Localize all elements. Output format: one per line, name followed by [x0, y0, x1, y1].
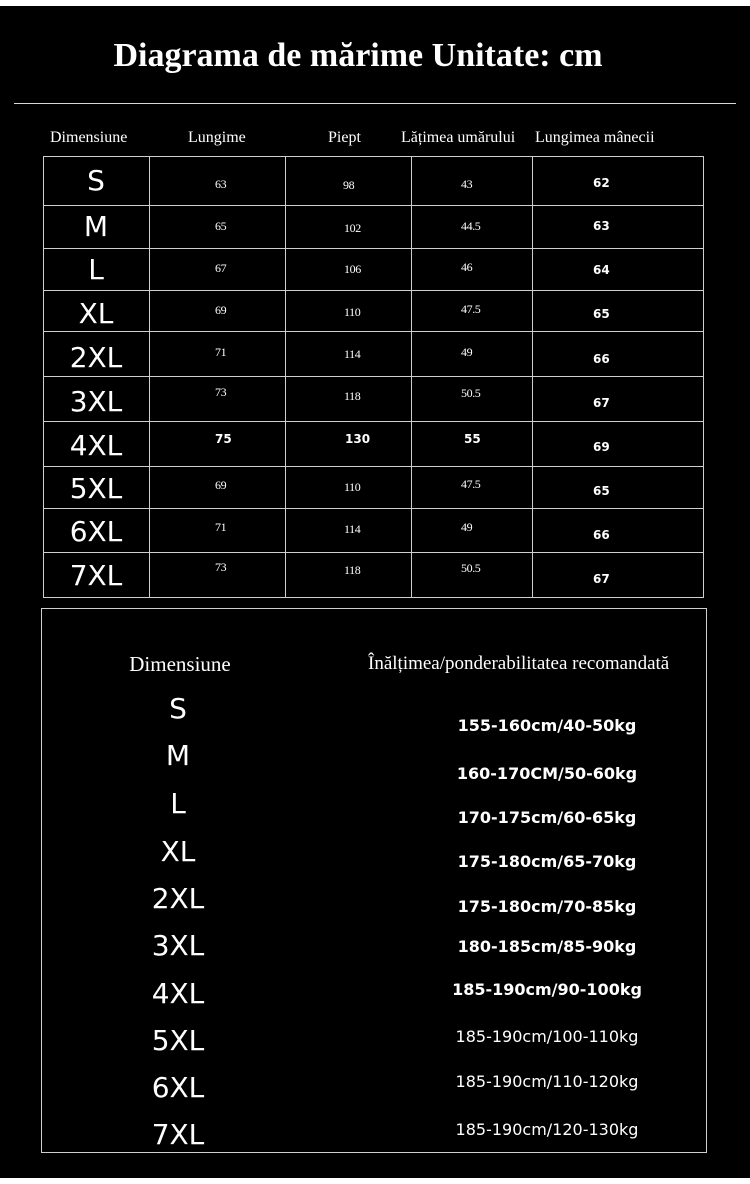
recommendation-size: 5XL	[151, 1024, 205, 1057]
table-cell-sleeve: 64	[593, 263, 610, 277]
table-cell-chest: 98	[343, 178, 355, 192]
title-divider	[14, 103, 736, 104]
table-border	[411, 156, 412, 598]
table-border	[43, 205, 704, 206]
page-title: Diagrama de mărime Unitate: cm	[113, 37, 603, 74]
size-table	[43, 156, 704, 598]
table-cell-shoulder: 50.5	[461, 561, 481, 575]
table-cell-chest: 110	[344, 305, 361, 319]
table-cell-sleeve: 69	[593, 440, 610, 454]
table-cell-shoulder: 49	[461, 345, 473, 359]
table-cell-length: 71	[215, 345, 227, 359]
table-border	[43, 156, 704, 157]
recommendation-height-weight: 175-180cm/65-70kg	[457, 852, 637, 871]
table-border	[285, 156, 286, 598]
recommendation-panel	[41, 608, 707, 1153]
table-cell-sleeve: 67	[593, 572, 610, 586]
table-cell-chest: 118	[344, 389, 361, 403]
recommendation-size: 6XL	[151, 1071, 205, 1104]
table-cell-chest: 130	[345, 432, 371, 446]
recommendation-size: 3XL	[151, 929, 205, 962]
recommendation-size: M	[165, 739, 191, 772]
table-border	[43, 466, 704, 467]
table-cell-shoulder: 55	[464, 432, 481, 446]
table-cell-chest: 110	[344, 480, 361, 494]
recommendation-height-weight: 185-190cm/100-110kg	[455, 1027, 639, 1046]
table-cell-size: 3XL	[69, 385, 123, 418]
table-border	[43, 248, 704, 249]
header-chest: Piept	[328, 129, 361, 146]
table-cell-length: 69	[215, 478, 227, 492]
header-shoulder: Lățimea umărului	[401, 129, 516, 146]
table-cell-size: 7XL	[69, 559, 123, 592]
table-cell-size: L	[88, 253, 104, 286]
header-length: Lungime	[188, 129, 246, 146]
table-cell-shoulder: 44.5	[461, 219, 481, 233]
table-cell-chest: 102	[344, 221, 361, 235]
table-cell-sleeve: 66	[593, 528, 610, 542]
table-cell-size: 5XL	[69, 472, 123, 505]
table-cell-length: 65	[215, 219, 227, 233]
table-cell-sleeve: 67	[593, 396, 610, 410]
table-border	[43, 597, 704, 598]
table-cell-sleeve: 66	[593, 352, 610, 366]
table-border	[43, 552, 704, 553]
recommendation-size: L	[170, 787, 186, 820]
table-cell-length: 67	[215, 261, 227, 275]
recommendation-height-weight: 155-160cm/40-50kg	[457, 716, 637, 735]
table-cell-size: M	[83, 210, 109, 243]
table-cell-chest: 106	[344, 262, 361, 276]
table-border	[532, 156, 533, 598]
table-cell-chest: 114	[344, 522, 361, 536]
table-border	[149, 156, 150, 598]
recommendation-size: 7XL	[151, 1118, 205, 1151]
table-cell-shoulder: 43	[461, 177, 473, 191]
recommendation-height-weight: 180-185cm/85-90kg	[457, 937, 637, 956]
recommendation-size: S	[169, 692, 187, 725]
recommendation-height-weight: 185-190cm/110-120kg	[455, 1072, 639, 1091]
table-cell-chest: 118	[344, 563, 361, 577]
table-border	[43, 421, 704, 422]
table-cell-size: 2XL	[69, 341, 123, 374]
recommendation-header-height-weight: Înălțimea/ponderabilitatea recomandată	[368, 653, 670, 674]
table-cell-size: 4XL	[69, 429, 123, 462]
table-border	[43, 508, 704, 509]
recommendation-height-weight: 170-175cm/60-65kg	[457, 808, 637, 827]
header-sleeve: Lungimea mânecii	[535, 129, 655, 146]
table-cell-shoulder: 47.5	[461, 477, 481, 491]
table-cell-length: 73	[215, 385, 227, 399]
table-border	[43, 376, 704, 377]
table-cell-shoulder: 47.5	[461, 302, 481, 316]
table-cell-sleeve: 62	[593, 176, 610, 190]
table-cell-size: XL	[78, 297, 114, 330]
recommendation-height-weight: 185-190cm/120-130kg	[455, 1120, 639, 1139]
table-cell-length: 75	[215, 432, 232, 446]
table-cell-size: 6XL	[69, 515, 123, 548]
table-cell-shoulder: 49	[461, 520, 473, 534]
table-cell-shoulder: 46	[461, 260, 473, 274]
table-border	[43, 290, 704, 291]
recommendation-height-weight: 175-180cm/70-85kg	[457, 897, 637, 916]
recommendation-height-weight: 185-190cm/90-100kg	[452, 980, 642, 999]
table-cell-shoulder: 50.5	[461, 386, 481, 400]
recommendation-size: 2XL	[151, 882, 205, 915]
table-cell-length: 69	[215, 303, 227, 317]
table-border	[43, 331, 704, 332]
recommendation-size: XL	[160, 835, 196, 868]
table-cell-chest: 114	[344, 347, 361, 361]
recommendation-size: 4XL	[151, 977, 205, 1010]
table-cell-length: 71	[215, 520, 227, 534]
table-cell-sleeve: 65	[593, 484, 610, 498]
table-border	[703, 156, 704, 598]
size-chart-canvas	[0, 6, 750, 1178]
table-cell-length: 73	[215, 560, 227, 574]
header-size: Dimensiune	[50, 129, 128, 146]
table-cell-sleeve: 65	[593, 307, 610, 321]
table-cell-sleeve: 63	[593, 219, 610, 233]
table-cell-length: 63	[215, 177, 227, 191]
recommendation-header-size: Dimensiune	[129, 652, 231, 676]
table-cell-size: S	[87, 164, 105, 197]
recommendation-height-weight: 160-170CM/50-60kg	[456, 764, 638, 783]
